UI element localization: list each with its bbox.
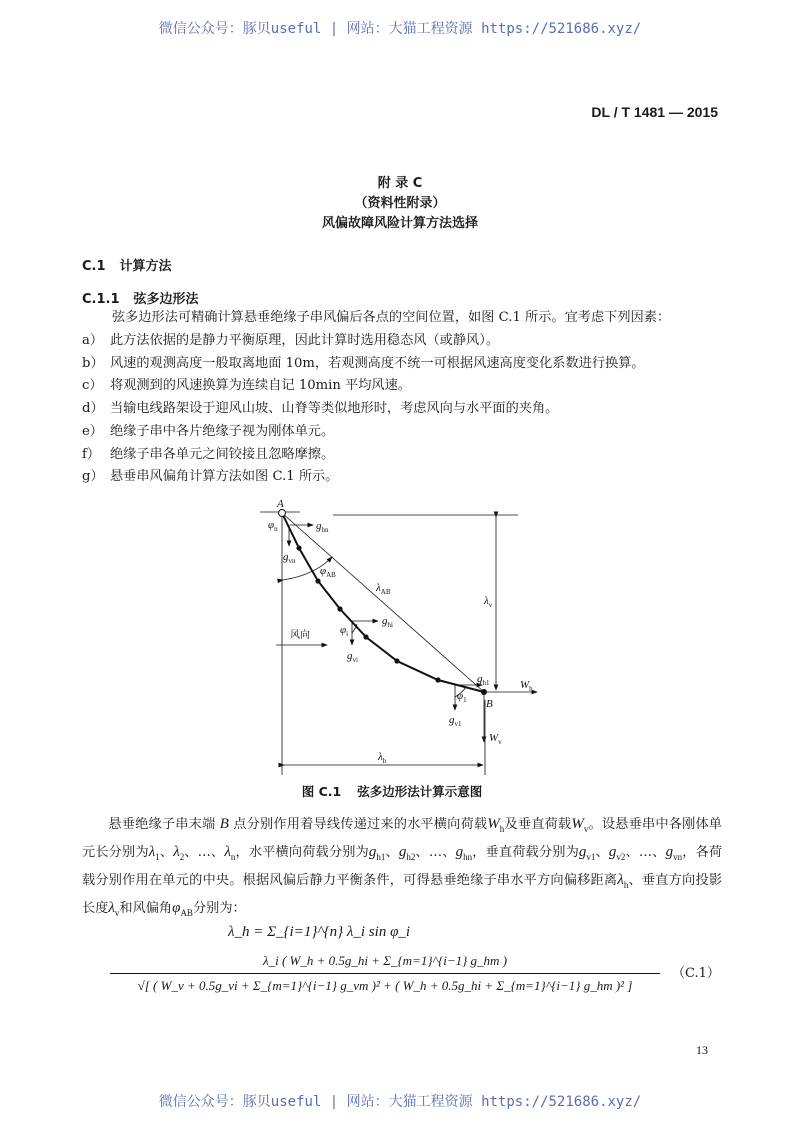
- math-main: g: [665, 844, 674, 860]
- math-main: g: [398, 844, 407, 860]
- math-symbol: [456, 844, 473, 860]
- math-symbol: [149, 844, 160, 860]
- math-subscript: h: [499, 824, 505, 834]
- label-g-h1: [477, 673, 490, 687]
- math-subscript: 1: [155, 852, 160, 862]
- math-symbol: [220, 816, 229, 832]
- label-phi-n: [268, 519, 278, 533]
- list-item: [82, 420, 334, 439]
- label-subscript: v: [488, 601, 493, 609]
- math-subscript: 2: [179, 852, 185, 862]
- text-segment: 悬垂绝缘子串末端: [108, 817, 220, 832]
- subsection-number: C.1.1: [82, 292, 120, 307]
- list-item: [82, 443, 334, 462]
- math-symbol: [579, 844, 596, 860]
- label-subscript: n: [274, 525, 278, 533]
- label-g-hi: [382, 615, 393, 629]
- math-subscript: hn: [463, 852, 473, 862]
- figure-c1-diagram: [240, 495, 550, 780]
- formula-line1: λ_h = Σ_{i=1}^{n} λ_i sin φ_i: [228, 924, 411, 940]
- figure-caption-text: 弦多边形法计算示意图: [357, 784, 483, 799]
- label-b: B: [486, 698, 493, 710]
- text-segment: 、垂直方向投影长度: [82, 873, 723, 916]
- math-symbol: [399, 844, 416, 860]
- label-symbol: λ: [376, 582, 381, 594]
- section-number: C.1: [82, 259, 106, 274]
- label-phi-i: [340, 624, 348, 638]
- list-item: [82, 374, 411, 393]
- math-subscript: AB: [180, 908, 193, 918]
- label-symbol: λ: [484, 595, 489, 607]
- list-item-label: d）: [82, 401, 104, 417]
- math-main: λ: [148, 844, 156, 860]
- label-subscript: v: [498, 738, 502, 746]
- list-item: [82, 465, 338, 484]
- math-symbol: [609, 844, 626, 860]
- math-symbol: [571, 816, 588, 832]
- math-main: λ: [108, 900, 115, 916]
- section-heading: [82, 255, 186, 274]
- subsection-heading: [82, 288, 213, 307]
- math-main: g: [578, 844, 587, 860]
- list-item-label: e）: [82, 423, 103, 439]
- list-item-label: b）: [82, 355, 104, 371]
- math-symbol: [487, 816, 504, 832]
- label-g-v1: [449, 714, 462, 728]
- label-subscript: h: [382, 757, 387, 765]
- chord-ab: [282, 513, 484, 692]
- label-symbol: g: [347, 650, 353, 662]
- label-subscript: v1: [454, 720, 462, 728]
- label-g-vi: [347, 650, 358, 664]
- list-item-text: 绝缘子串各单元之间铰接且忽略摩擦。: [110, 446, 335, 462]
- list-item-text: 绝缘子串中各片绝缘子视为刚体单元。: [110, 423, 335, 439]
- math-subscript: v1: [586, 852, 596, 862]
- text-segment: 和风偏角: [119, 901, 173, 916]
- math-subscript: v2: [616, 852, 626, 862]
- label-w-h: [520, 679, 533, 693]
- appendix-title: 风偏故障风险计算方法选择: [321, 216, 478, 231]
- figure-caption: [0, 782, 800, 800]
- label-wind: 风向: [290, 630, 310, 641]
- math-main: g: [368, 844, 377, 860]
- intro-text: 弦多边形法可精确计算悬垂绝缘子串风偏后各点的空间位置，如图 C.1 所示。宜考虑下列因素：: [112, 310, 671, 325]
- label-phi-ab: [320, 565, 336, 579]
- math-symbol: [666, 844, 683, 860]
- label-subscript: AB: [326, 571, 336, 579]
- math-subscript: h2: [406, 852, 416, 862]
- list-item-text: 当输电线路架设于迎风山坡、山脊等类似地形时，考虑风向与水平面的夹角。: [110, 401, 559, 417]
- label-a: A: [277, 498, 284, 510]
- text-segment: 点分别作用着导线传递过来的水平横向荷载: [228, 817, 488, 832]
- list-item-label: f）: [82, 446, 101, 462]
- point-a-hinge: [279, 510, 286, 517]
- list-item: [82, 352, 645, 371]
- section-title: 计算方法: [119, 259, 172, 274]
- math-symbol: [369, 844, 386, 860]
- math-main: λ: [617, 872, 624, 888]
- label-lambda-h: [377, 751, 387, 765]
- list-item-label: a）: [82, 333, 104, 348]
- math-main: W: [571, 816, 584, 832]
- math-symbol: [224, 844, 235, 860]
- text-segment: 分别为：: [192, 901, 246, 916]
- label-subscript: AB: [380, 588, 391, 596]
- label-lambda-ab: [375, 582, 391, 596]
- label-subscript: hn: [321, 526, 329, 534]
- label-symbol: φ: [320, 565, 327, 577]
- text-segment: ，垂直荷载分别为: [472, 845, 579, 860]
- label-subscript: h1: [482, 679, 490, 687]
- formula-fraction: [110, 952, 660, 995]
- math-subscript: h1: [376, 852, 386, 862]
- page-number: 13: [696, 1043, 708, 1057]
- text-segment: 、…、: [625, 845, 666, 860]
- label-subscript: h: [529, 685, 533, 693]
- label-lambda-v: [483, 595, 493, 609]
- math-symbol: [172, 900, 193, 916]
- list-item: [82, 329, 499, 348]
- math-symbol: [617, 872, 628, 888]
- label-subscript: 1: [463, 696, 467, 704]
- watermark-bottom: 微信公众号：豚贝useful | 网站：大猫工程资源 https://521686.xyz/: [158, 1094, 642, 1110]
- label-symbol: g: [449, 714, 455, 726]
- subsection-title: 弦多边形法: [133, 292, 199, 307]
- formula-numerator: λ_i ( W_h + 0.5g_hi + Σ_{m=1}^{i−1} g_hm ): [110, 952, 660, 974]
- text-segment: 、: [385, 845, 399, 860]
- label-symbol: g: [382, 615, 388, 627]
- formula-denominator: √[ ( W_v + 0.5g_vi + Σ_{m=1}^{i−1} g_vm )² + ( W_h + 0.5g_hi + Σ_{m=1}^{i−1} g_hm )² ]: [137, 978, 633, 993]
- math-subscript: v: [114, 908, 120, 918]
- text-segment: 、: [159, 845, 174, 860]
- math-subscript: v: [583, 824, 589, 834]
- math-main: λ: [173, 844, 180, 860]
- label-symbol: W: [520, 679, 530, 691]
- math-subscript: vn: [673, 852, 683, 862]
- label-symbol: g: [316, 520, 322, 532]
- math-main: g: [455, 844, 464, 860]
- text-segment: ，水平横向荷载分别为: [235, 845, 369, 860]
- label-g-hn: [316, 520, 329, 534]
- label-phi-1: [457, 690, 467, 704]
- label-symbol: g: [477, 673, 483, 685]
- label-g-vn: [283, 551, 296, 565]
- label-symbol: λ: [378, 751, 383, 763]
- equation-number: （C.1）: [672, 966, 720, 981]
- label-symbol: g: [283, 551, 289, 563]
- label-subscript: hi: [387, 621, 393, 629]
- math-main: g: [608, 844, 617, 860]
- standard-number: DL / T 1481 — 2015: [591, 104, 718, 120]
- list-item: [82, 397, 558, 416]
- label-symbol: φ: [340, 624, 347, 636]
- label-subscript: vi: [352, 656, 358, 664]
- text-segment: 、…、: [415, 845, 456, 860]
- math-subscript: h: [623, 880, 629, 890]
- watermark-top: 微信公众号：豚贝useful | 网站：大猫工程资源 https://521686.xyz/: [158, 21, 642, 37]
- body-paragraph: [82, 813, 722, 925]
- list-item-text: 将观测到的风速换算为连续自记 10min 平均风速。: [110, 378, 411, 394]
- math-main: φ: [172, 900, 181, 916]
- math-symbol: [173, 844, 184, 860]
- math-main: B: [219, 816, 229, 832]
- text-segment: ，各荷载分别作用在单元的中央。根据风偏后静力平衡条件，可得悬垂绝缘子串水平方向偏移距离: [82, 845, 723, 888]
- label-w-v: [489, 732, 502, 746]
- label-symbol: W: [489, 732, 499, 744]
- list-item-text: 风速的观测高度一般取离地面 10m，若观测高度不统一可根据风速高度变化系数进行换算。: [110, 355, 645, 371]
- text-segment: 及垂直荷载: [504, 817, 572, 832]
- label-symbol: φ: [457, 690, 464, 702]
- label-symbol: φ: [268, 519, 275, 531]
- text-segment: 。设悬垂串中各刚体单元长分别为: [82, 817, 722, 860]
- math-main: W: [487, 816, 500, 832]
- list-item-label: g）: [82, 469, 104, 485]
- appendix-type: （资料性附录）: [354, 196, 446, 211]
- list-item-label: c）: [82, 378, 103, 394]
- list-item-text: 悬垂串风偏角计算方法如图 C.1 所示。: [110, 469, 339, 485]
- appendix-label: 附 录 C: [377, 176, 423, 191]
- label-subscript: vn: [288, 557, 296, 565]
- list-item-text: 此方法依据的是静力平衡原理，因此计算时选用稳态风（或静风）。: [110, 333, 500, 348]
- math-symbol: [108, 900, 119, 916]
- text-segment: 、: [595, 845, 609, 860]
- text-segment: 、…、: [184, 845, 225, 860]
- math-subscript: n: [230, 852, 236, 862]
- figure-caption-number: 图 C.1: [301, 784, 342, 799]
- label-subscript: i: [346, 630, 349, 638]
- math-main: λ: [224, 844, 231, 860]
